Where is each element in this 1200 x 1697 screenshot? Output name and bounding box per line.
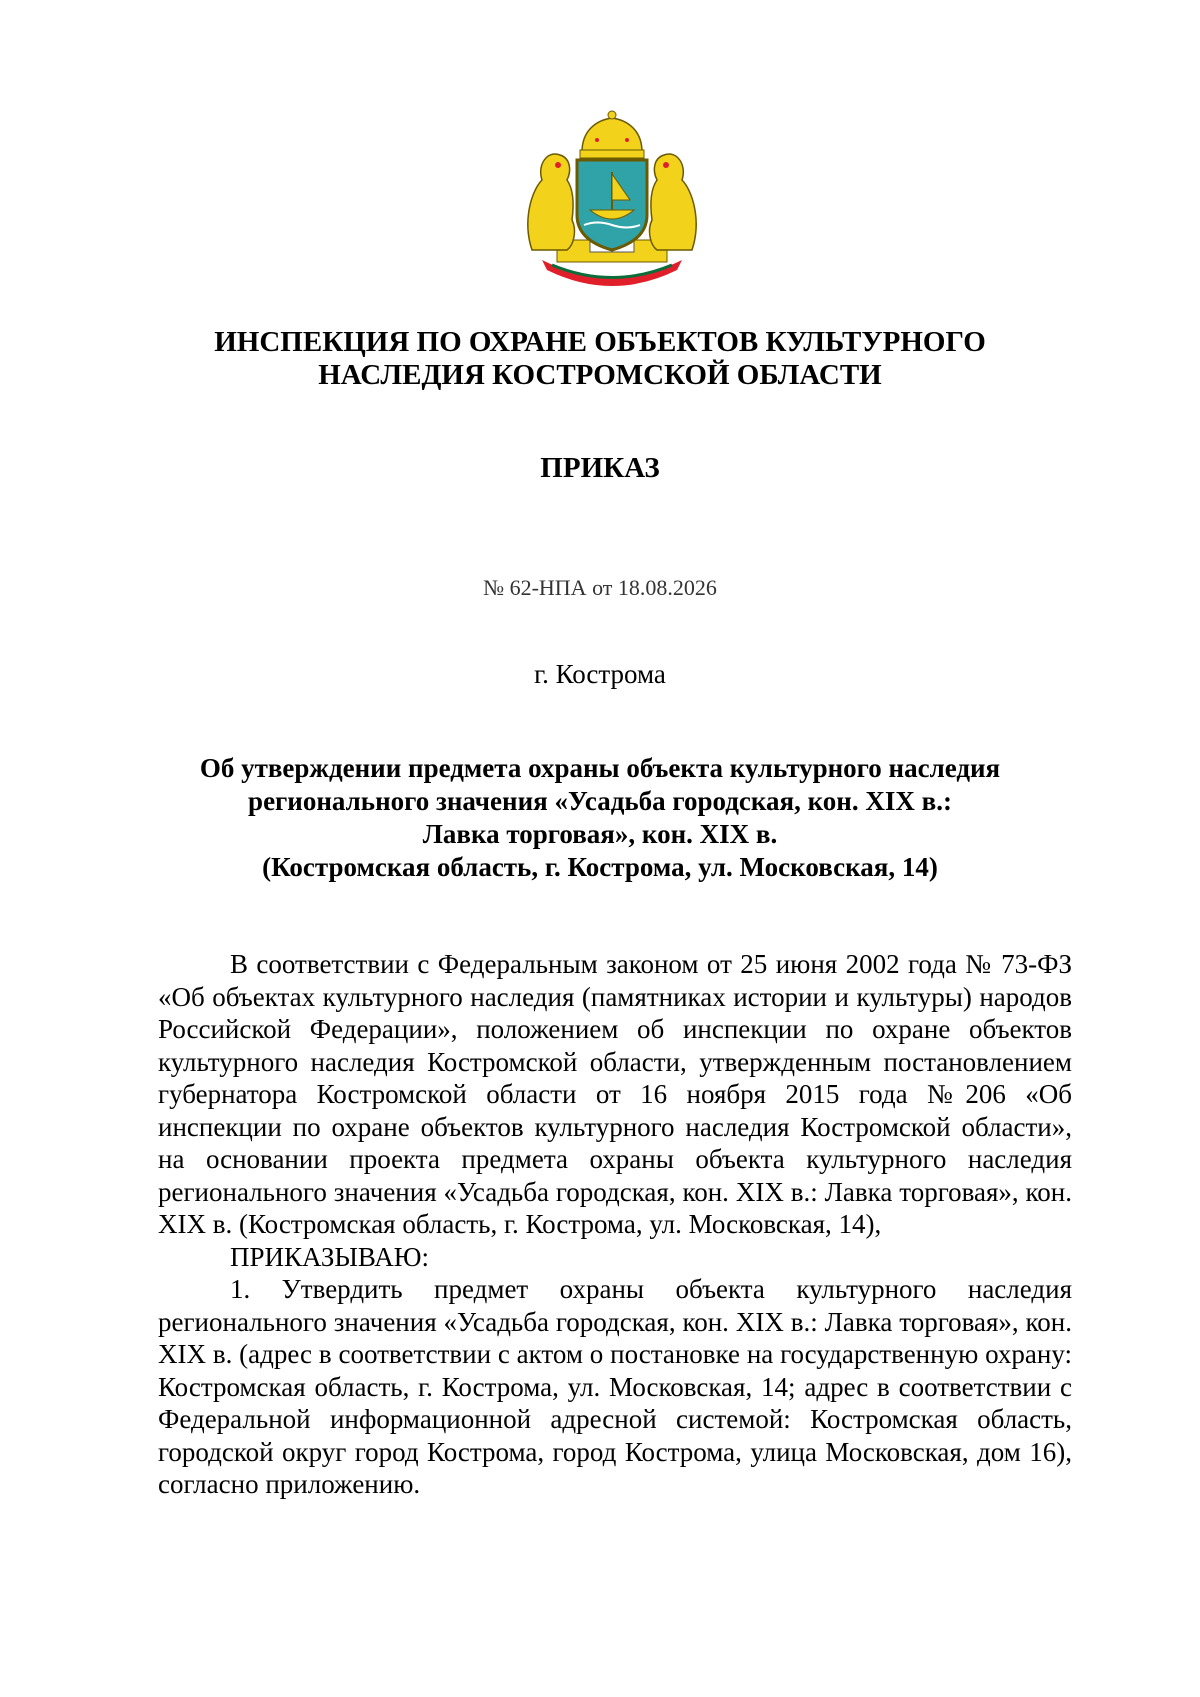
organization-title-line: ИНСПЕКЦИЯ ПО ОХРАНЕ ОБЪЕКТОВ КУЛЬТУРНОГО <box>214 326 986 358</box>
preamble-paragraph: В соответствии с Федеральным законом от 25 июня 2002 года № 73-ФЗ «Об объектах культурного наследия (памятниках истории и культуры) народов Российской Федерации», положением об инспекции по охране объектов культурного наследия Костромской области, утвержденным постановлением губернатора Костромской области от 16 ноября 2015 года №206 «Об инспекции по охране объектов культурного наследия Костромской области», на основании проекта предмета охраны объекта культурного наследия регионального значения «Усадьба городская, кон. XIX в.: Лавка торговая», кон. XIX в. (Костромская область, г. Кострома, ул. Московская, 14), <box>158 949 1072 1239</box>
subject-line: (Костромская область, г. Кострома, ул. Московская, 14) <box>262 852 938 882</box>
document-type: ПРИКАЗ <box>540 452 660 484</box>
left-lion-shape <box>528 154 575 250</box>
organization-title-line: НАСЛЕДИЯ КОСТРОМСКОЙ ОБЛАСТИ <box>318 359 882 391</box>
right-lion-tongue <box>663 162 669 168</box>
subject-line: Лавка торговая», кон. XIX в. <box>422 819 778 849</box>
crown-top <box>608 111 616 119</box>
crown-gem <box>625 138 629 142</box>
right-lion-shape <box>650 154 697 250</box>
document-subject <box>0 752 1200 884</box>
crown-band <box>580 150 644 158</box>
subject-line: регионального значения «Усадьба городская, кон. XIX в.: <box>248 786 952 816</box>
order-item-1: 1. Утвердить предмет охраны объекта культурного наследия регионального значения «Усадьба городская, кон. XIX в.: Лавка торговая», кон. XIX в. (адрес в соответствии с актом о постановке на государственную охрану: Костромская область, г. Кострома, ул. Московская, 14; адрес в соответствии с Федеральной информационной адресной системой: Костромская область, городской округ город Кострома, город Кострома, улица Московская, дом 16), согласно приложению. <box>158 1274 1072 1499</box>
kostroma-coat-of-arms-icon <box>512 110 712 290</box>
order-word: ПРИКАЗЫВАЮ: <box>230 1241 429 1272</box>
left-lion-tongue <box>555 162 561 168</box>
document-body <box>158 948 1072 1501</box>
document-number: № 62-НПА от 18.08.2026 <box>483 575 717 600</box>
organization-title <box>0 326 1200 392</box>
subject-line: Об утверждении предмета охраны объекта культурного наследия <box>199 753 1001 783</box>
ribbon-shape <box>542 260 682 286</box>
crown-gem <box>595 138 599 142</box>
crown-shape <box>582 118 642 152</box>
document-city: г. Кострома <box>534 659 666 689</box>
